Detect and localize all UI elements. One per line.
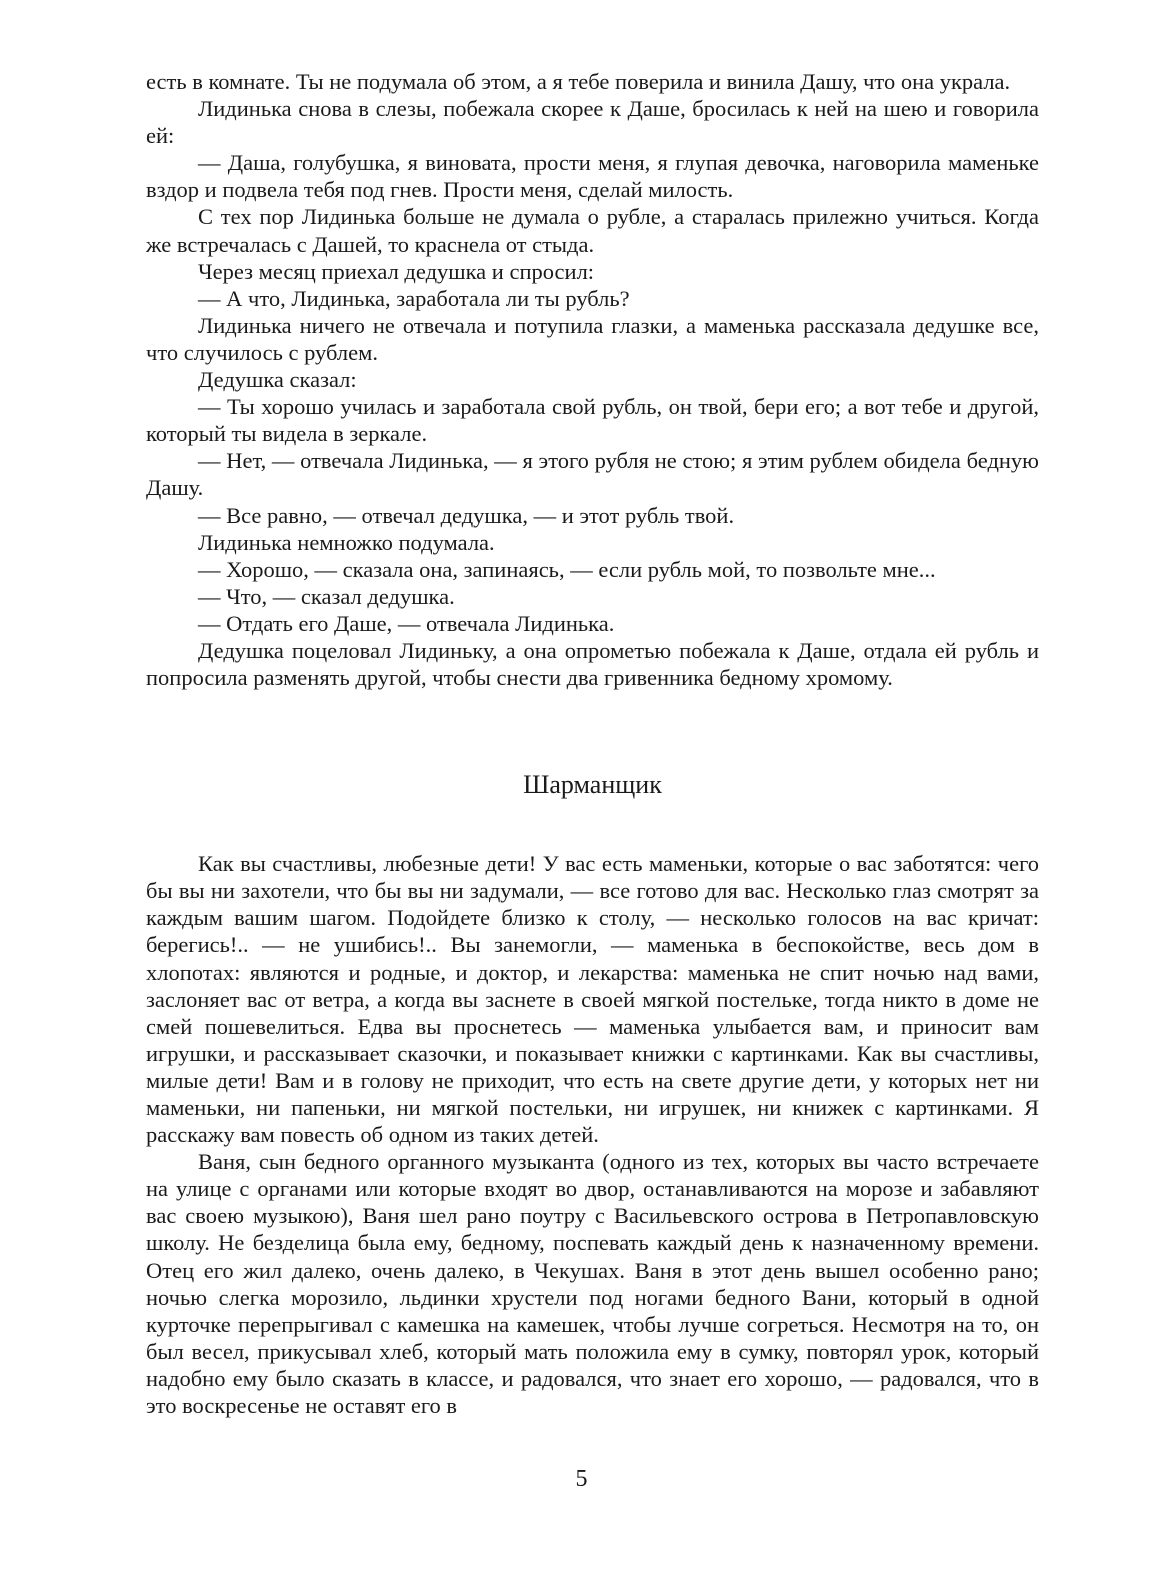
paragraph: Как вы счастливы, любезные дети! У вас есть маменьки, которые о вас заботятся: чего бы вы ни захотели, что бы вы ни задумали, — все готово для вас. Несколько глаз смотрят за каждым вашим шагом. Подойдете близко к столу, — несколько голосов на вас кричат: берегись!.. — не ушибись!.. Вы занемогли, — маменька в беспокойстве, весь дом в хлопотах: являются и родные, и доктор, и лекарства: маменька не спит ночью над вами, заслоняет вас от ветра, а когда вы заснете в своей мягкой постельке, тогда никто в доме не смей пошевелиться. Едва вы проснетесь — маменька улыбается вам, и приносит вам игрушки, и рассказывает сказочки, и показывает книжки с картинками. Как вы счастливы, милые дети! Вам и в голову не приходит, что есть на свете другие дети, у которых нет ни маменьки, ни папеньки, ни мягкой постельки, ни игрушек, ни книжек с картинками. Я расскажу вам повесть об одном из таких детей. (146, 851, 1039, 1148)
paragraph: Лидинька немножко подумала. (198, 529, 495, 555)
paragraph: — А что, Лидинька, заработала ли ты рубль? (198, 285, 630, 311)
page-body (146, 68, 1039, 1419)
chapter-title: Шарманщик (523, 770, 662, 800)
paragraph: — Хорошо, — сказала она, запинаясь, — если рубль мой, то позвольте мне... (198, 556, 936, 582)
paragraph: Лидинька ничего не отвечала и потупила глазки, а маменька рассказала дедушке все, что случилось с рублем. (146, 312, 1039, 365)
paragraph: — Отдать его Даше, — отвечала Лидинька. (198, 610, 615, 636)
paragraph: С тех пор Лидинька больше не думала о рубле, а старалась прилежно учиться. Когда же встречалась с Дашей, то краснела от стыда. (146, 204, 1039, 257)
paragraph: — Даша, голубушка, я виновата, прости меня, я глупая девочка, наговорила маменьке вздор и подвела тебя под гнев. Прости меня, сделай милость. (146, 150, 1039, 203)
paragraph: Ваня, сын бедного органного музыканта (одного из тех, которых вы часто встречаете на улице с органами или которые входят во двор, останавливаются на морозе и забавляют вас своею музыкою), Ваня шел рано поутру с Васильевского острова в Петропавловскую школу. Не безделица была ему, бедному, поспевать каждый день к назначенному времени. Отец его жил далеко, очень далеко, в Чекушах. Ваня в этот день вышел особенно рано; ночью слегка морозило, льдинки хрустели под ногами бедного Вани, который в одной курточке перепрыгивал с камешка на камешек, чтобы лучше согреться. Несмотря на то, он был весел, прикусывал хлеб, который мать положила ему в сумку, повторял урок, который надобно ему было сказать в классе, и радовался, что знает его хорошо, — радовался, что в это воскресенье не оставят его в (146, 1149, 1039, 1419)
paragraph: Лидинька снова в слезы, побежала скорее к Даше, бросилась к ней на шею и говорила ей: (146, 96, 1039, 149)
paragraph: Дедушка поцеловал Лидиньку, а она опрометью побежала к Даше, отдала ей рубль и попросила разменять другой, чтобы снести два гривенника бедному хромому. (146, 637, 1039, 691)
page-number: 5 (575, 1466, 588, 1492)
paragraph: — Ты хорошо училась и заработала свой рубль, он твой, бери его; а вот тебе и другой, который ты видела в зеркале. (146, 394, 1039, 447)
paragraph: Через месяц приехал дедушка и спросил: (198, 258, 595, 284)
paragraph: Дедушка сказал: (198, 367, 357, 393)
paragraph: — Нет, — отвечала Лидинька, — я этого рубля не стою; я этим рублем обидела бедную Дашу. (146, 448, 1039, 501)
paragraph: — Что, — сказал дедушка. (198, 583, 455, 609)
paragraph: есть в комнате. Ты не подумала об этом, а я тебе поверила и винила Дашу, что она украла. (146, 69, 1011, 94)
paragraph: — Все равно, — отвечал дедушка, — и этот рубль твой. (198, 502, 735, 528)
